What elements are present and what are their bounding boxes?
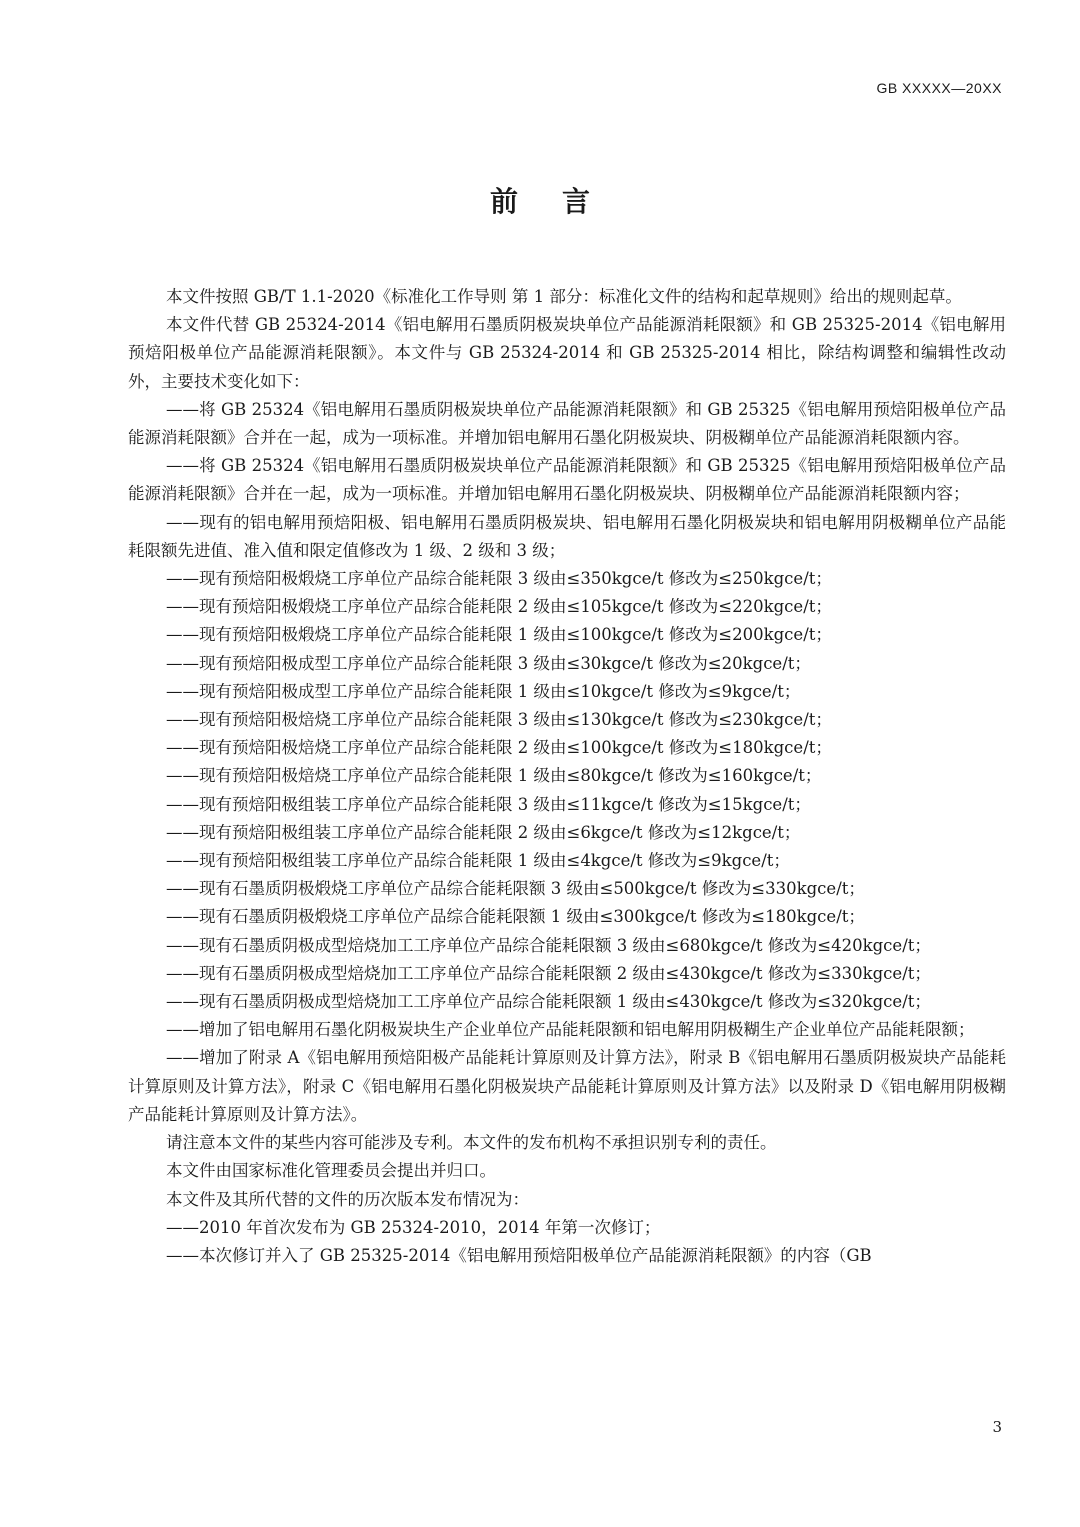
list-item: ——现有预焙阳极煅烧工序单位产品综合能耗限 2 级由≤105kgce/t 修改为≤220kgce/t； bbox=[166, 597, 832, 617]
list-item: ——现有石墨质阴极成型焙烧加工工序单位产品综合能耗限额 2 级由≤430kgce/t 修改为≤330kgce/t； bbox=[166, 963, 931, 983]
preface-body bbox=[128, 283, 1006, 1270]
list-item: ——现有预焙阳极煅烧工序单位产品综合能耗限 1 级由≤100kgce/t 修改为≤200kgce/t； bbox=[166, 625, 832, 645]
list-item-grade-rename: ——现有的铝电解用预焙阳极、铝电解用石墨质阴极炭块、铝电解用石墨化阴极炭块和铝电解用阴极糊单位产品能耗限额先进值、准入值和限定值修改为 1 级、2 级和 3 级； bbox=[128, 512, 1006, 560]
list-item: ——现有预焙阳极组装工序单位产品综合能耗限 1 级由≤4kgce/t 修改为≤9kgce/t； bbox=[166, 851, 790, 871]
list-item: ——现有预焙阳极组装工序单位产品综合能耗限 3 级由≤11kgce/t 修改为≤15kgce/t； bbox=[166, 794, 811, 814]
list-item: ——现有预焙阳极焙烧工序单位产品综合能耗限 1 级由≤80kgce/t 修改为≤160kgce/t； bbox=[166, 766, 822, 786]
list-item: ——现有石墨质阴极成型焙烧加工工序单位产品综合能耗限额 1 级由≤430kgce/t 修改为≤320kgce/t； bbox=[166, 992, 931, 1012]
list-item: ——现有石墨质阴极煅烧工序单位产品综合能耗限额 3 级由≤500kgce/t 修改为≤330kgce/t； bbox=[166, 879, 865, 899]
list-item: ——现有预焙阳极成型工序单位产品综合能耗限 3 级由≤30kgce/t 修改为≤20kgce/t； bbox=[166, 653, 811, 673]
list-item: ——现有预焙阳极成型工序单位产品综合能耗限 1 级由≤10kgce/t 修改为≤9kgce/t； bbox=[166, 681, 801, 701]
list-item-current-revision: ——本次修订并入了 GB 25325-2014《铝电解用预焙阳极单位产品能源消耗限额》的内容（GB bbox=[166, 1245, 872, 1265]
list-item-added-limits: ——增加了铝电解用石墨化阴极炭块生产企业单位产品能耗限额和铝电解用阴极糊生产企业单位产品能耗限额； bbox=[166, 1020, 975, 1040]
paragraph-patent-notice: 请注意本文件的某些内容可能涉及专利。本文件的发布机构不承担识别专利的责任。 bbox=[166, 1133, 777, 1153]
list-item: ——现有预焙阳极焙烧工序单位产品综合能耗限 2 级由≤100kgce/t 修改为≤180kgce/t； bbox=[166, 738, 832, 758]
paragraph-version-history: 本文件及其所代替的文件的历次版本发布情况为： bbox=[166, 1189, 529, 1209]
document-code: GB XXXXX—20XX bbox=[876, 80, 1002, 96]
list-item-added-appendices: ——增加了附录 A《铝电解用预焙阳极产品能耗计算原则及计算方法》，附录 B《铝电解用石墨质阴极炭块产品能耗计算原则及计算方法》，附录 C《铝电解用石墨化阴极炭块产品能耗计算原则及计算方法》以及附录 D《铝电解用阴极糊产品能耗计算原则及计算方法》。 bbox=[128, 1048, 1006, 1124]
list-item: ——现有石墨质阴极煅烧工序单位产品综合能耗限额 1 级由≤300kgce/t 修改为≤180kgce/t； bbox=[166, 907, 865, 927]
list-item-first-release: ——2010 年首次发布为 GB 25324-2010，2014 年第一次修订； bbox=[166, 1217, 661, 1237]
paragraph-drafting-rules: 本文件按照 GB/T 1.1-2020《标准化工作导则 第 1 部分：标准化文件的结构和起草规则》给出的规则起草。 bbox=[166, 287, 962, 306]
list-item: ——现有预焙阳极煅烧工序单位产品综合能耗限 3 级由≤350kgce/t 修改为≤250kgce/t； bbox=[166, 569, 832, 589]
list-item: ——现有预焙阳极焙烧工序单位产品综合能耗限 3 级由≤130kgce/t 修改为≤230kgce/t； bbox=[166, 710, 832, 730]
page-title: 前言 bbox=[489, 185, 634, 218]
list-item: ——现有石墨质阴极成型焙烧加工工序单位产品综合能耗限额 3 级由≤680kgce/t 修改为≤420kgce/t； bbox=[166, 935, 931, 955]
paragraph-proposer: 本文件由国家标准化管理委员会提出并归口。 bbox=[166, 1161, 496, 1181]
list-item-merge: ——将 GB 25324《铝电解用石墨质阴极炭块单位产品能源消耗限额》和 GB 25325《铝电解用预焙阳极单位产品能源消耗限额》合并在一起，成为一项标准。并增加铝电解用石墨化阴极炭块、阴极糊单位产品能源消耗限额内容。 bbox=[128, 399, 1006, 448]
list-item: ——现有预焙阳极组装工序单位产品综合能耗限 2 级由≤6kgce/t 修改为≤12kgce/t； bbox=[166, 822, 801, 842]
list-item-merge-repeat: ——将 GB 25324《铝电解用石墨质阴极炭块单位产品能源消耗限额》和 GB 25325《铝电解用预焙阳极单位产品能源消耗限额》合并在一起，成为一项标准。并增加铝电解用石墨化阴极炭块、阴极糊单位产品能源消耗限额内容； bbox=[128, 456, 1006, 504]
page-number: 3 bbox=[992, 1418, 1002, 1436]
paragraph-replacement: 本文件代替 GB 25324-2014《铝电解用石墨质阴极炭块单位产品能源消耗限额》和 GB 25325-2014《铝电解用预焙阳极单位产品能源消耗限额》。本文件与 GB 25324-2014 和 GB 25325-2014 相比，除结构调整和编辑性改动外，主要技术变化如下： bbox=[128, 315, 1006, 391]
